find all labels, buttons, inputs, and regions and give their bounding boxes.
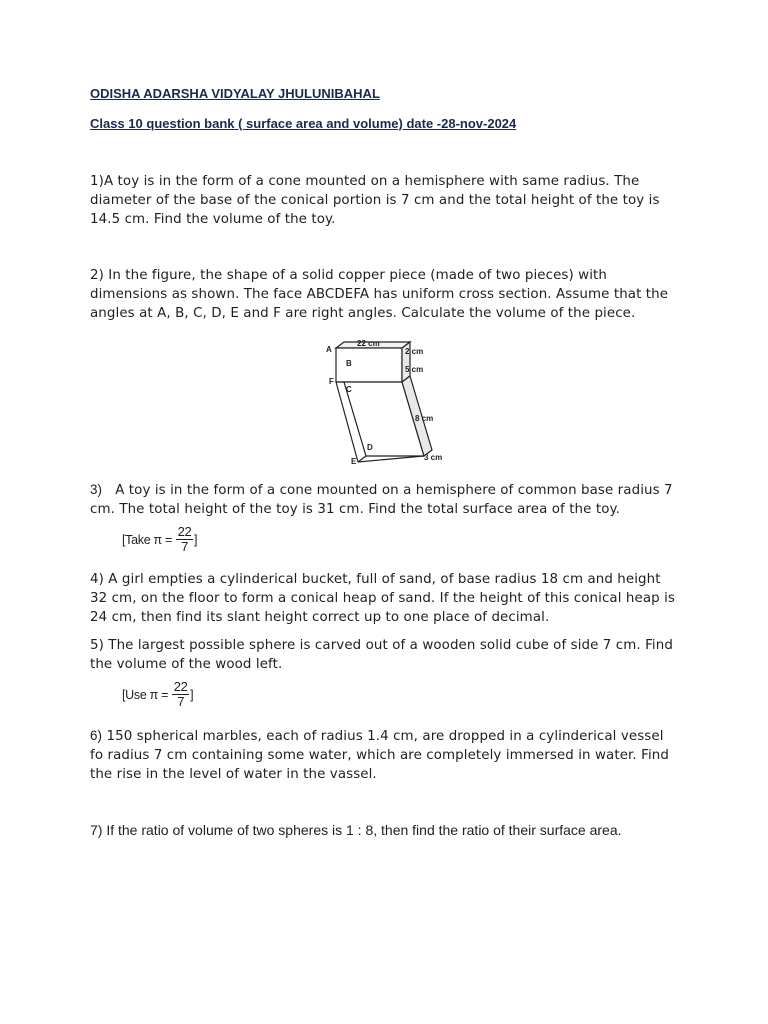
copper-piece-diagram: [312, 334, 460, 468]
take-pi-numerator: 22: [177, 524, 192, 539]
take-pi-suffix: ]: [194, 532, 198, 547]
label-A: A: [326, 345, 332, 354]
take-pi-denominator: 7: [181, 539, 189, 554]
question-7: 7) If the ratio of volume of two spheres is 1 : 8, then find the ratio of their surface area.: [90, 822, 622, 838]
label-F: F: [329, 377, 334, 386]
question-3: [90, 480, 676, 519]
label-2cm: 2 cm: [405, 347, 424, 356]
label-8cm: 8 cm: [415, 414, 434, 423]
use-pi-suffix: ]: [190, 687, 194, 702]
take-pi-note: [122, 525, 197, 554]
take-pi-prefix: [Take π =: [122, 532, 173, 547]
use-pi-numerator: 22: [173, 679, 188, 694]
label-C: C: [346, 385, 352, 394]
question-6-number: 6): [90, 728, 103, 743]
use-pi-fraction: [172, 680, 189, 709]
label-E: E: [351, 457, 357, 466]
copper-piece-figure: [312, 334, 460, 468]
question-6: [90, 726, 676, 784]
school-name: ODISHA ADARSHA VIDYALAY JHULUNIBAHAL: [90, 86, 380, 101]
question-5: 5) The largest possible sphere is carved out of a wooden solid cube of side 7 cm. Find the volume of the wood left.: [90, 638, 673, 672]
question-3-number: 3): [90, 482, 103, 497]
label-22cm: 22 cm: [357, 339, 380, 348]
question-6-text: 150 spherical marbles, each of radius 1.4 cm, are dropped in a cylinderical vessel fo radius 7 cm containing some water, which are completely immersed in water. Find the rise in the level of water in the vassel.: [90, 729, 669, 782]
label-3cm: 3 cm: [424, 453, 443, 462]
question-1: 1)A toy is in the form of a cone mounted on a hemisphere with same radius. The diameter of the base of the conical portion is 7 cm and the total height of the toy is 14.5 cm. Find the volume of the toy.: [90, 174, 660, 227]
use-pi-note: [122, 680, 193, 709]
use-pi-prefix: [Use π =: [122, 687, 169, 702]
take-pi-fraction: [176, 525, 193, 554]
label-B: B: [346, 359, 352, 368]
question-2: 2) In the figure, the shape of a solid copper piece (made of two pieces) with dimensions as shown. The face ABCDEFA has uniform cross section. Assume that the angles at A, B, C, D, E and F are right angles. Calculate the volume of the piece.: [90, 268, 669, 321]
document-subtitle: Class 10 question bank ( surface area and volume) date -28-nov-2024: [90, 116, 517, 131]
label-5cm: 5 cm: [405, 365, 424, 374]
question-4: 4) A girl empties a cylinderical bucket, full of sand, of base radius 18 cm and height 32 cm, on the floor to form a conical heap of sand. If the height of this conical heap is 24 cm, then find its slant height correct up to one place of decimal.: [90, 572, 675, 625]
question-3-text: A toy is in the form of a cone mounted on a hemisphere of common base radius 7 cm. The total height of the toy is 31 cm. Find the total surface area of the toy.: [90, 483, 673, 517]
use-pi-denominator: 7: [177, 694, 185, 709]
label-D: D: [367, 443, 373, 452]
